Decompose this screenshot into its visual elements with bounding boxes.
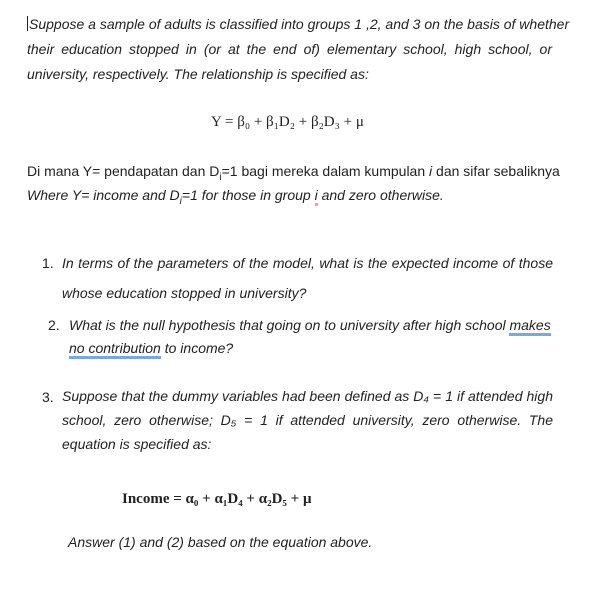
question-2-line-2-text: to income?	[160, 340, 234, 356]
malay-definition	[27, 163, 560, 183]
intro-line-2: their education stopped in (or at the end of) elementary school, high school, or	[27, 41, 552, 57]
english-pre: Where Y= income and D	[27, 187, 180, 203]
malay-pre: Di mana Y= pendapatan dan D	[27, 163, 220, 179]
english-sub: i	[179, 195, 182, 207]
malay-post2: dan sifar sebaliknya	[432, 163, 560, 179]
question-3-line-1: Suppose that the dummy variables had been defined as D₄ = 1 if attended high	[62, 388, 553, 404]
malay-sub: i	[219, 171, 222, 183]
english-post: and zero otherwise.	[317, 187, 444, 203]
question-2-number: 2.	[48, 317, 60, 333]
question-3-line-2: school, zero otherwise; D₅ = 1 if attended university, zero otherwise. The	[62, 412, 553, 428]
question-1-number: 1.	[42, 255, 54, 271]
answer-line: Answer (1) and (2) based on the equation above.	[68, 534, 373, 550]
question-1-line-2: whose education stopped in university?	[62, 285, 307, 301]
question-2-line-1-text: What is the null hypothesis that going on to university after high school	[69, 317, 510, 333]
intro-line-1	[27, 16, 569, 32]
equation-2: Income = α₀ + α₁D₄ + α₂D₅ + μ	[122, 491, 312, 507]
english-i: i	[315, 187, 318, 206]
malay-i: i	[429, 163, 433, 179]
equation-1: Y = β₀ + β₁D₂ + β₂D₃ + μ	[211, 114, 364, 130]
question-1-line-1: In terms of the parameters of the model, what is the expected income of those	[62, 255, 553, 271]
question-2-mark-2: no contribution	[69, 340, 161, 359]
question-2-line-2	[69, 340, 233, 356]
text-cursor	[27, 16, 28, 31]
english-mid: =1 for those in group	[181, 187, 315, 203]
intro-line-1-text: Suppose a sample of adults is classified into groups 1 ,2, and 3 on the basis of whether	[29, 16, 570, 32]
malay-post: =1 bagi mereka dalam kumpulan	[221, 163, 430, 179]
question-2-mark-1: makes	[509, 317, 550, 336]
question-3-line-3: equation is specified as:	[62, 436, 212, 452]
english-definition	[27, 187, 444, 207]
question-2-line-1	[69, 317, 551, 333]
question-3-number: 3.	[42, 389, 54, 405]
intro-line-3: university, respectively. The relationship is specified as:	[27, 66, 369, 82]
